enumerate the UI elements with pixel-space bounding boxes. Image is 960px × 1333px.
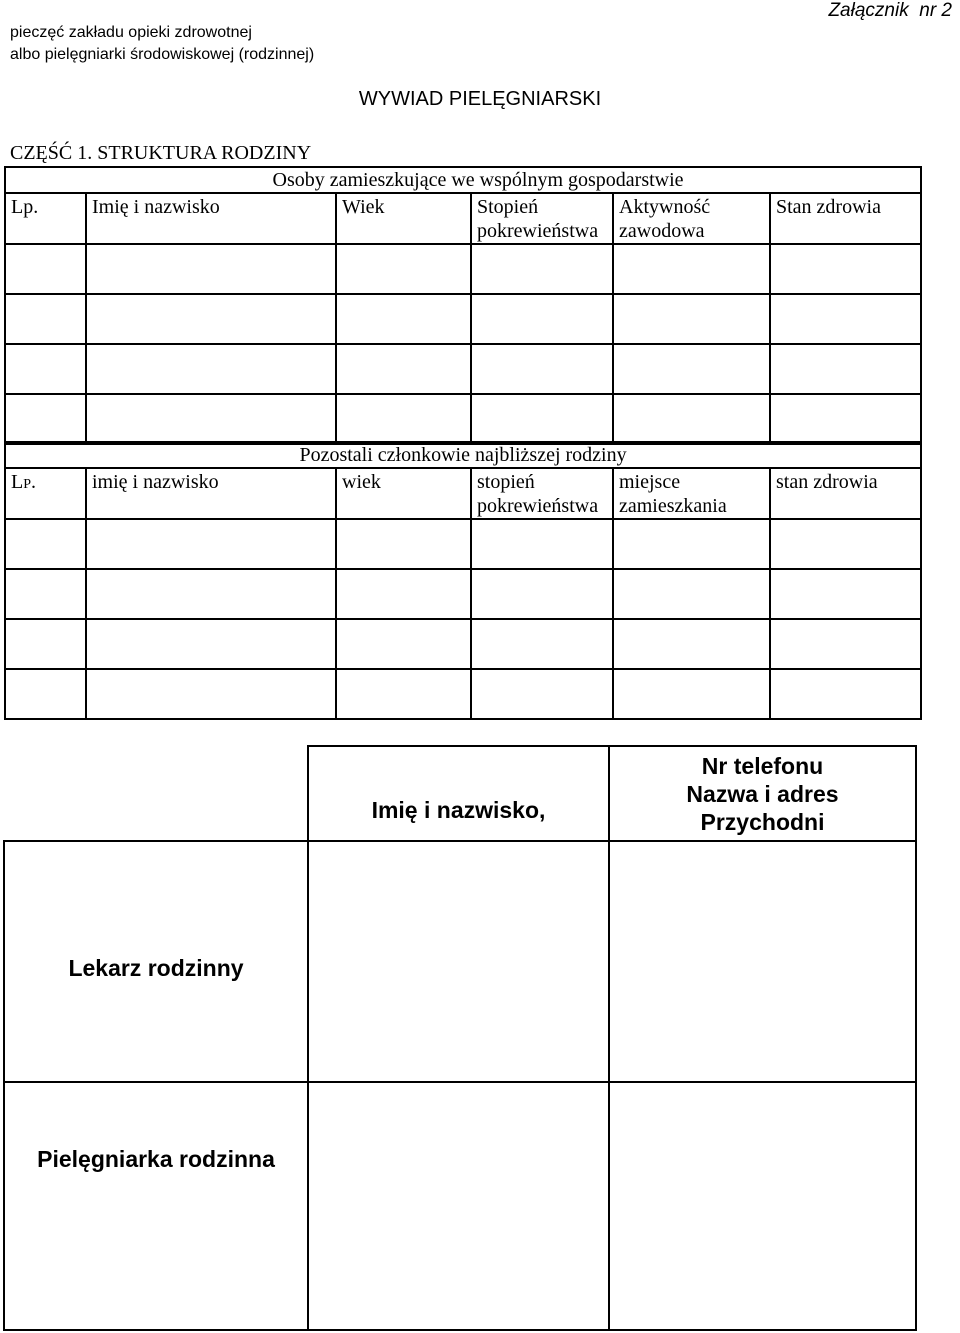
table-cell[interactable] [770, 394, 921, 444]
table-cell[interactable] [336, 519, 471, 569]
col-header-relation: stopień pokrewieństwa [471, 468, 613, 519]
table-cell[interactable] [609, 1082, 916, 1330]
table-cell[interactable] [471, 294, 613, 344]
row-label-doctor: Lekarz rodzinny [4, 841, 308, 1082]
section-heading: CZĘŚĆ 1. STRUKTURA RODZINY [10, 142, 312, 164]
table-cell[interactable] [86, 394, 336, 444]
table-cell[interactable] [86, 619, 336, 669]
table-cell[interactable] [471, 619, 613, 669]
table-cell[interactable] [770, 569, 921, 619]
stamp-line-1: pieczęć zakładu opieki zdrowotnej [10, 24, 252, 41]
table-cell[interactable] [613, 519, 770, 569]
row-label-nurse: Pielęgniarka rodzinna [4, 1082, 308, 1330]
table-cell[interactable] [5, 294, 86, 344]
relatives-caption: Pozostali członkowie najbliższej rodziny [5, 442, 921, 468]
col-header-lp: Lp. [5, 193, 86, 244]
table-cell[interactable] [86, 294, 336, 344]
table-cell[interactable] [5, 619, 86, 669]
col-header-residence: miejsce zamieszkania [613, 468, 770, 519]
page-title: WYWIAD PIELĘGNIARSKI [358, 88, 602, 110]
table-cell[interactable] [770, 669, 921, 719]
table-cell[interactable] [336, 619, 471, 669]
col-header-contact [609, 746, 916, 841]
col-header-clinic-name: Nazwa i adres [686, 780, 839, 807]
table-cell[interactable] [471, 344, 613, 394]
col-header-health: Stan zdrowia [770, 193, 921, 244]
col-header-health: stan zdrowia [770, 468, 921, 519]
table-cell[interactable] [5, 569, 86, 619]
table-cell[interactable] [86, 669, 336, 719]
annex-label: Załącznik nr 2 [828, 0, 952, 21]
table-cell[interactable] [336, 344, 471, 394]
table-cell[interactable] [770, 294, 921, 344]
table-cell[interactable] [336, 569, 471, 619]
table-cell[interactable] [613, 294, 770, 344]
col-header-clinic: Przychodni [700, 808, 825, 835]
table-cell[interactable] [86, 344, 336, 394]
relatives-table [4, 441, 922, 720]
stamp-placeholder [10, 22, 314, 66]
col-header-name: Imię i nazwisko, [308, 746, 609, 841]
table-cell[interactable] [770, 519, 921, 569]
table-cell[interactable] [336, 244, 471, 294]
table-cell[interactable] [5, 244, 86, 294]
table-cell[interactable] [471, 669, 613, 719]
table-cell[interactable] [609, 841, 916, 1082]
table-cell[interactable] [471, 394, 613, 444]
table-cell[interactable] [613, 394, 770, 444]
table-cell[interactable] [5, 344, 86, 394]
col-header-age: wiek [336, 468, 471, 519]
col-header-name: imię i nazwisko [86, 468, 336, 519]
table-cell[interactable] [308, 841, 609, 1082]
table-cell[interactable] [471, 519, 613, 569]
table-cell[interactable] [5, 394, 86, 444]
table-cell[interactable] [770, 619, 921, 669]
contacts-table [3, 745, 917, 1331]
stamp-line-2: albo pielęgniarki środowiskowej (rodzinnej) [10, 46, 315, 63]
table-cell[interactable] [86, 519, 336, 569]
table-cell[interactable] [336, 294, 471, 344]
col-header-relation: Stopień pokrewieństwa [471, 193, 613, 244]
household-table [4, 166, 922, 445]
col-header-name: Imię i nazwisko [86, 193, 336, 244]
table-cell[interactable] [86, 569, 336, 619]
table-cell[interactable] [613, 669, 770, 719]
col-header-lp: Lp. [5, 468, 86, 519]
blank-corner-cell [4, 746, 308, 841]
table-cell[interactable] [308, 1082, 609, 1330]
table-cell[interactable] [613, 569, 770, 619]
col-header-age: Wiek [336, 193, 471, 244]
table-cell[interactable] [336, 394, 471, 444]
col-header-occupation: Aktywność zawodowa [613, 193, 770, 244]
table-cell[interactable] [86, 244, 336, 294]
table-cell[interactable] [613, 344, 770, 394]
table-cell[interactable] [471, 244, 613, 294]
col-header-phone: Nr telefonu [701, 752, 824, 779]
table-cell[interactable] [770, 344, 921, 394]
table-cell[interactable] [5, 519, 86, 569]
table-cell[interactable] [613, 619, 770, 669]
table-cell[interactable] [336, 669, 471, 719]
table-cell[interactable] [5, 669, 86, 719]
table-cell[interactable] [770, 244, 921, 294]
table-cell[interactable] [613, 244, 770, 294]
household-caption: Osoby zamieszkujące we wspólnym gospodarstwie [5, 167, 921, 193]
table-cell[interactable] [471, 569, 613, 619]
